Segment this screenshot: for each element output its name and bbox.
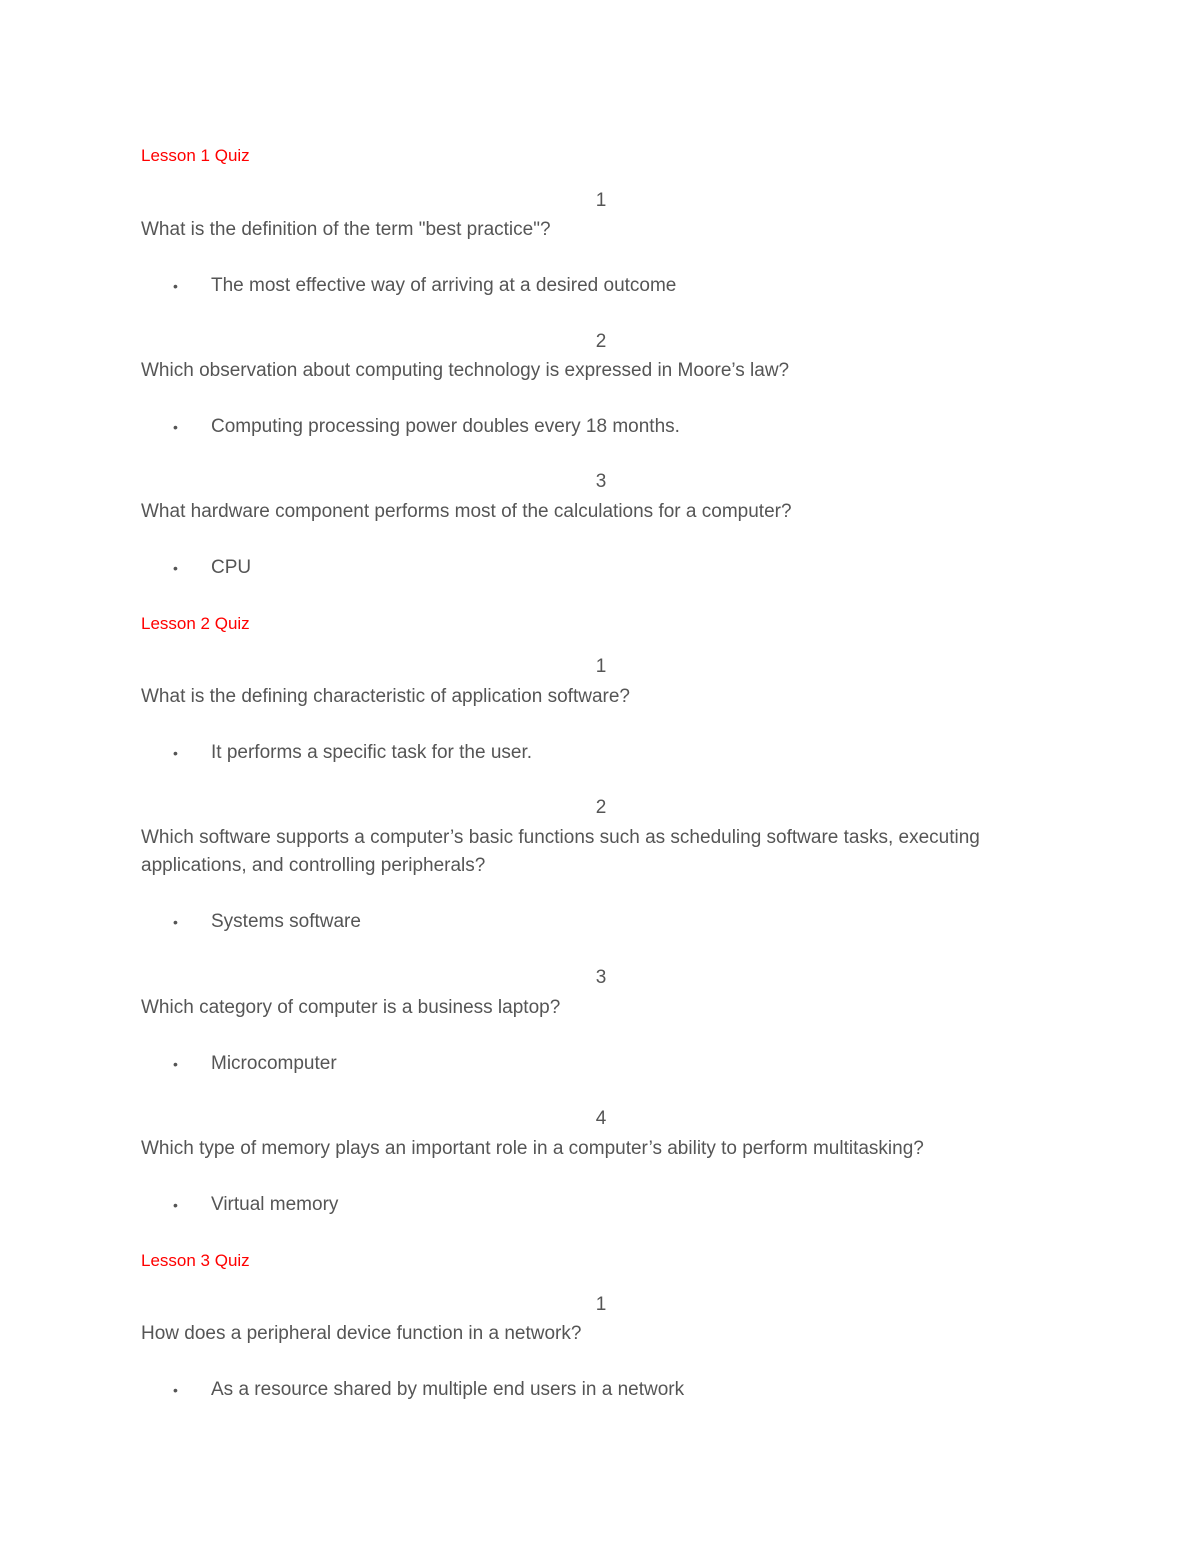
- lesson-1-heading: Lesson 1 Quiz: [141, 146, 250, 165]
- question-text: How does a peripheral device function in a network?: [141, 1323, 582, 1344]
- lesson-3-heading: Lesson 3 Quiz: [141, 1251, 250, 1270]
- question-number: 3: [595, 967, 607, 988]
- bullet-icon: •: [173, 1382, 178, 1398]
- bullet-icon: •: [173, 914, 178, 930]
- lesson-2-heading: Lesson 2 Quiz: [141, 614, 250, 633]
- answer-text: It performs a specific task for the user.: [211, 742, 533, 763]
- answer-text: The most effective way of arriving at a desired outcome: [211, 275, 677, 296]
- question-number: 4: [595, 1108, 607, 1129]
- question-text: Which type of memory plays an important role in a computer’s ability to perform multitasking?: [141, 1138, 924, 1159]
- bullet-icon: •: [173, 560, 178, 576]
- answer-text: Systems software: [211, 911, 361, 932]
- question-text: What is the defining characteristic of application software?: [141, 686, 630, 707]
- bullet-icon: •: [173, 1056, 178, 1072]
- bullet-icon: •: [173, 745, 178, 761]
- bullet-icon: •: [173, 1197, 178, 1213]
- question-text: What hardware component performs most of the calculations for a computer?: [141, 501, 792, 522]
- question-text: Which software supports a computer’s basic functions such as scheduling software tasks, executing applications, and controlling peripherals?: [141, 827, 980, 876]
- question-number: 2: [595, 331, 607, 352]
- bullet-icon: •: [173, 278, 178, 294]
- answer-text: As a resource shared by multiple end users in a network: [211, 1379, 685, 1400]
- question-number: 3: [595, 471, 607, 492]
- answer-text: Microcomputer: [211, 1053, 337, 1074]
- answer-text: CPU: [211, 557, 252, 578]
- question-text: Which observation about computing technology is expressed in Moore’s law?: [141, 360, 790, 381]
- question-text: Which category of computer is a business laptop?: [141, 997, 561, 1018]
- question-text: What is the definition of the term "best practice"?: [141, 219, 551, 240]
- question-number: 1: [595, 1294, 607, 1315]
- question-number: 2: [595, 797, 607, 818]
- question-number: 1: [595, 656, 607, 677]
- answer-text: Virtual memory: [211, 1194, 339, 1215]
- question-number: 1: [595, 190, 607, 211]
- answer-text: Computing processing power doubles every 18 months.: [211, 416, 680, 437]
- bullet-icon: •: [173, 419, 178, 435]
